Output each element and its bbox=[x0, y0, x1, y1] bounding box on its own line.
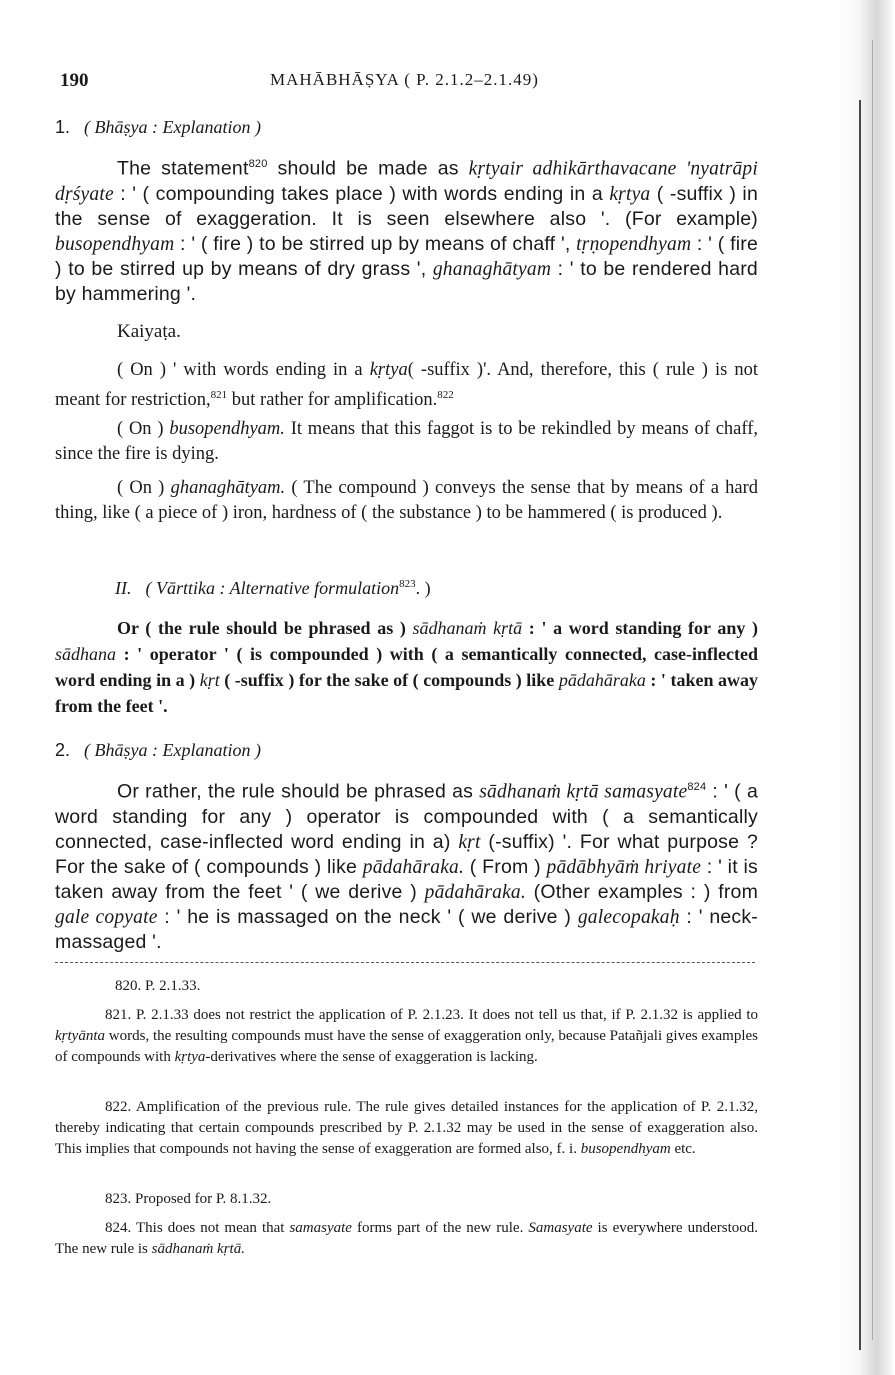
section-3-heading: 2. ( Bhāṣya : Explanation ) bbox=[55, 740, 261, 760]
kaiyata-paragraph-3: ( On ) ghanaghātyam. ( The compound ) conveys the sense that by means of a hard thing, like ( a piece of ) iron, hardness of ( the substance ) to be hammered ( is produced ). bbox=[55, 478, 759, 523]
kaiyata-paragraph-1: ( On ) ' with words ending in a kṛtya( -suffix )'. And, therefore, this ( rule ) is not meant for restriction,$^{821}$ but rather for amplification.$^{822}$ bbox=[55, 360, 759, 410]
footnote-separator bbox=[55, 962, 755, 963]
kaiyata-paragraph-2: ( On ) busopendhyam. It means that this faggot is to be rekindled by means of chaff, since the fire is dying. bbox=[55, 419, 758, 464]
book-spine-line bbox=[859, 100, 861, 1350]
footnote-821: 821. P. 2.1.33 does not restrict the application of P. 2.1.23. It does not tell us that, if P. 2.1.32 is applied to kṛtyānta words, the resulting compounds must have the sense of exaggeration only, because Patañjali gives examples of compounds with kṛtya-derivatives where the sense of exaggeration is lacking. bbox=[55, 1007, 758, 1065]
varttika-rule-text: Or ( the rule should be phrased as ) sādhanaṁ kṛtā : ' a word standing for any ) sādhana : ' operator ' ( is compounded ) with ( a semantically connected, case-inflected word ending in a ) kṛt ( -suffix ) for the sake of ( compounds ) like pādahāraka : ' taken away from the feet '. bbox=[55, 618, 758, 716]
section-2-heading: II. ( Vārttika : Alternative formulation$^{823}$. ) bbox=[115, 578, 431, 598]
footnote-824: 824. This does not mean that samasyate forms part of the new rule. Samasyate is everywhere understood. The new rule is sādhanaṁ kṛtā. bbox=[55, 1220, 758, 1257]
footnote-822: 822. Amplification of the previous rule. The rule gives detailed instances for the application of P. 2.1.32, thereby indicating that certain compounds prescribed by P. 2.1.32 may be used in the sense of exaggeration also. This implies that compounds not having the sense of exaggeration are formed also, f. i. busopendhyam etc. bbox=[55, 1099, 758, 1157]
section-1-paragraph: The statement$^{820}$ should be made as kṛtyair adhikārthavacane 'nyatrāpi dṛśyate : ' ( compounding takes place ) with words ending in a kṛtya ( -suffix ) in the sense of exaggeration. It is seen elsewhere also '. (For example) busopendhyam : ' ( fire ) to be stirred up by means of chaff ', tṛṇopendhyam : ' ( fire ) to be stirred up by means of dry grass ', ghanaghātyam : ' to be rendered hard by hammering '. bbox=[55, 157, 759, 305]
footnote-820: 820. P. 2.1.33. bbox=[115, 978, 201, 994]
page-number: 190 bbox=[60, 70, 89, 91]
running-head: MAHĀBHĀṢYA ( P. 2.1.2–2.1.49) bbox=[270, 70, 539, 89]
footnote-823: 823. Proposed for P. 8.1.32. bbox=[105, 1191, 272, 1207]
book-edge-line bbox=[872, 40, 873, 1340]
section-3-paragraph: Or rather, the rule should be phrased as sādhanaṁ kṛtā samasyate$^{824}$ : ' ( a word standing for any ) operator is compounded with ( a semantically connected, case-inflected word ending in a) kṛt (-suffix) '. For what purpose ? For the sake of ( compounds ) like pādahāraka. ( From ) pādābhyāṁ hriyate : ' it is taken away from the feet ' ( we derive ) pādahāraka. (Other examples : ) from gale copyate : ' he is massaged on the neck ' ( we derive ) galecopakaḥ : ' neck-massaged '. bbox=[55, 780, 759, 953]
kaiyata-label: Kaiyaṭa. bbox=[117, 321, 181, 342]
page-header bbox=[60, 70, 760, 96]
scan-edge-shadow bbox=[835, 0, 895, 1375]
section-1-heading: 1. ( Bhāṣya : Explanation ) bbox=[55, 117, 261, 137]
